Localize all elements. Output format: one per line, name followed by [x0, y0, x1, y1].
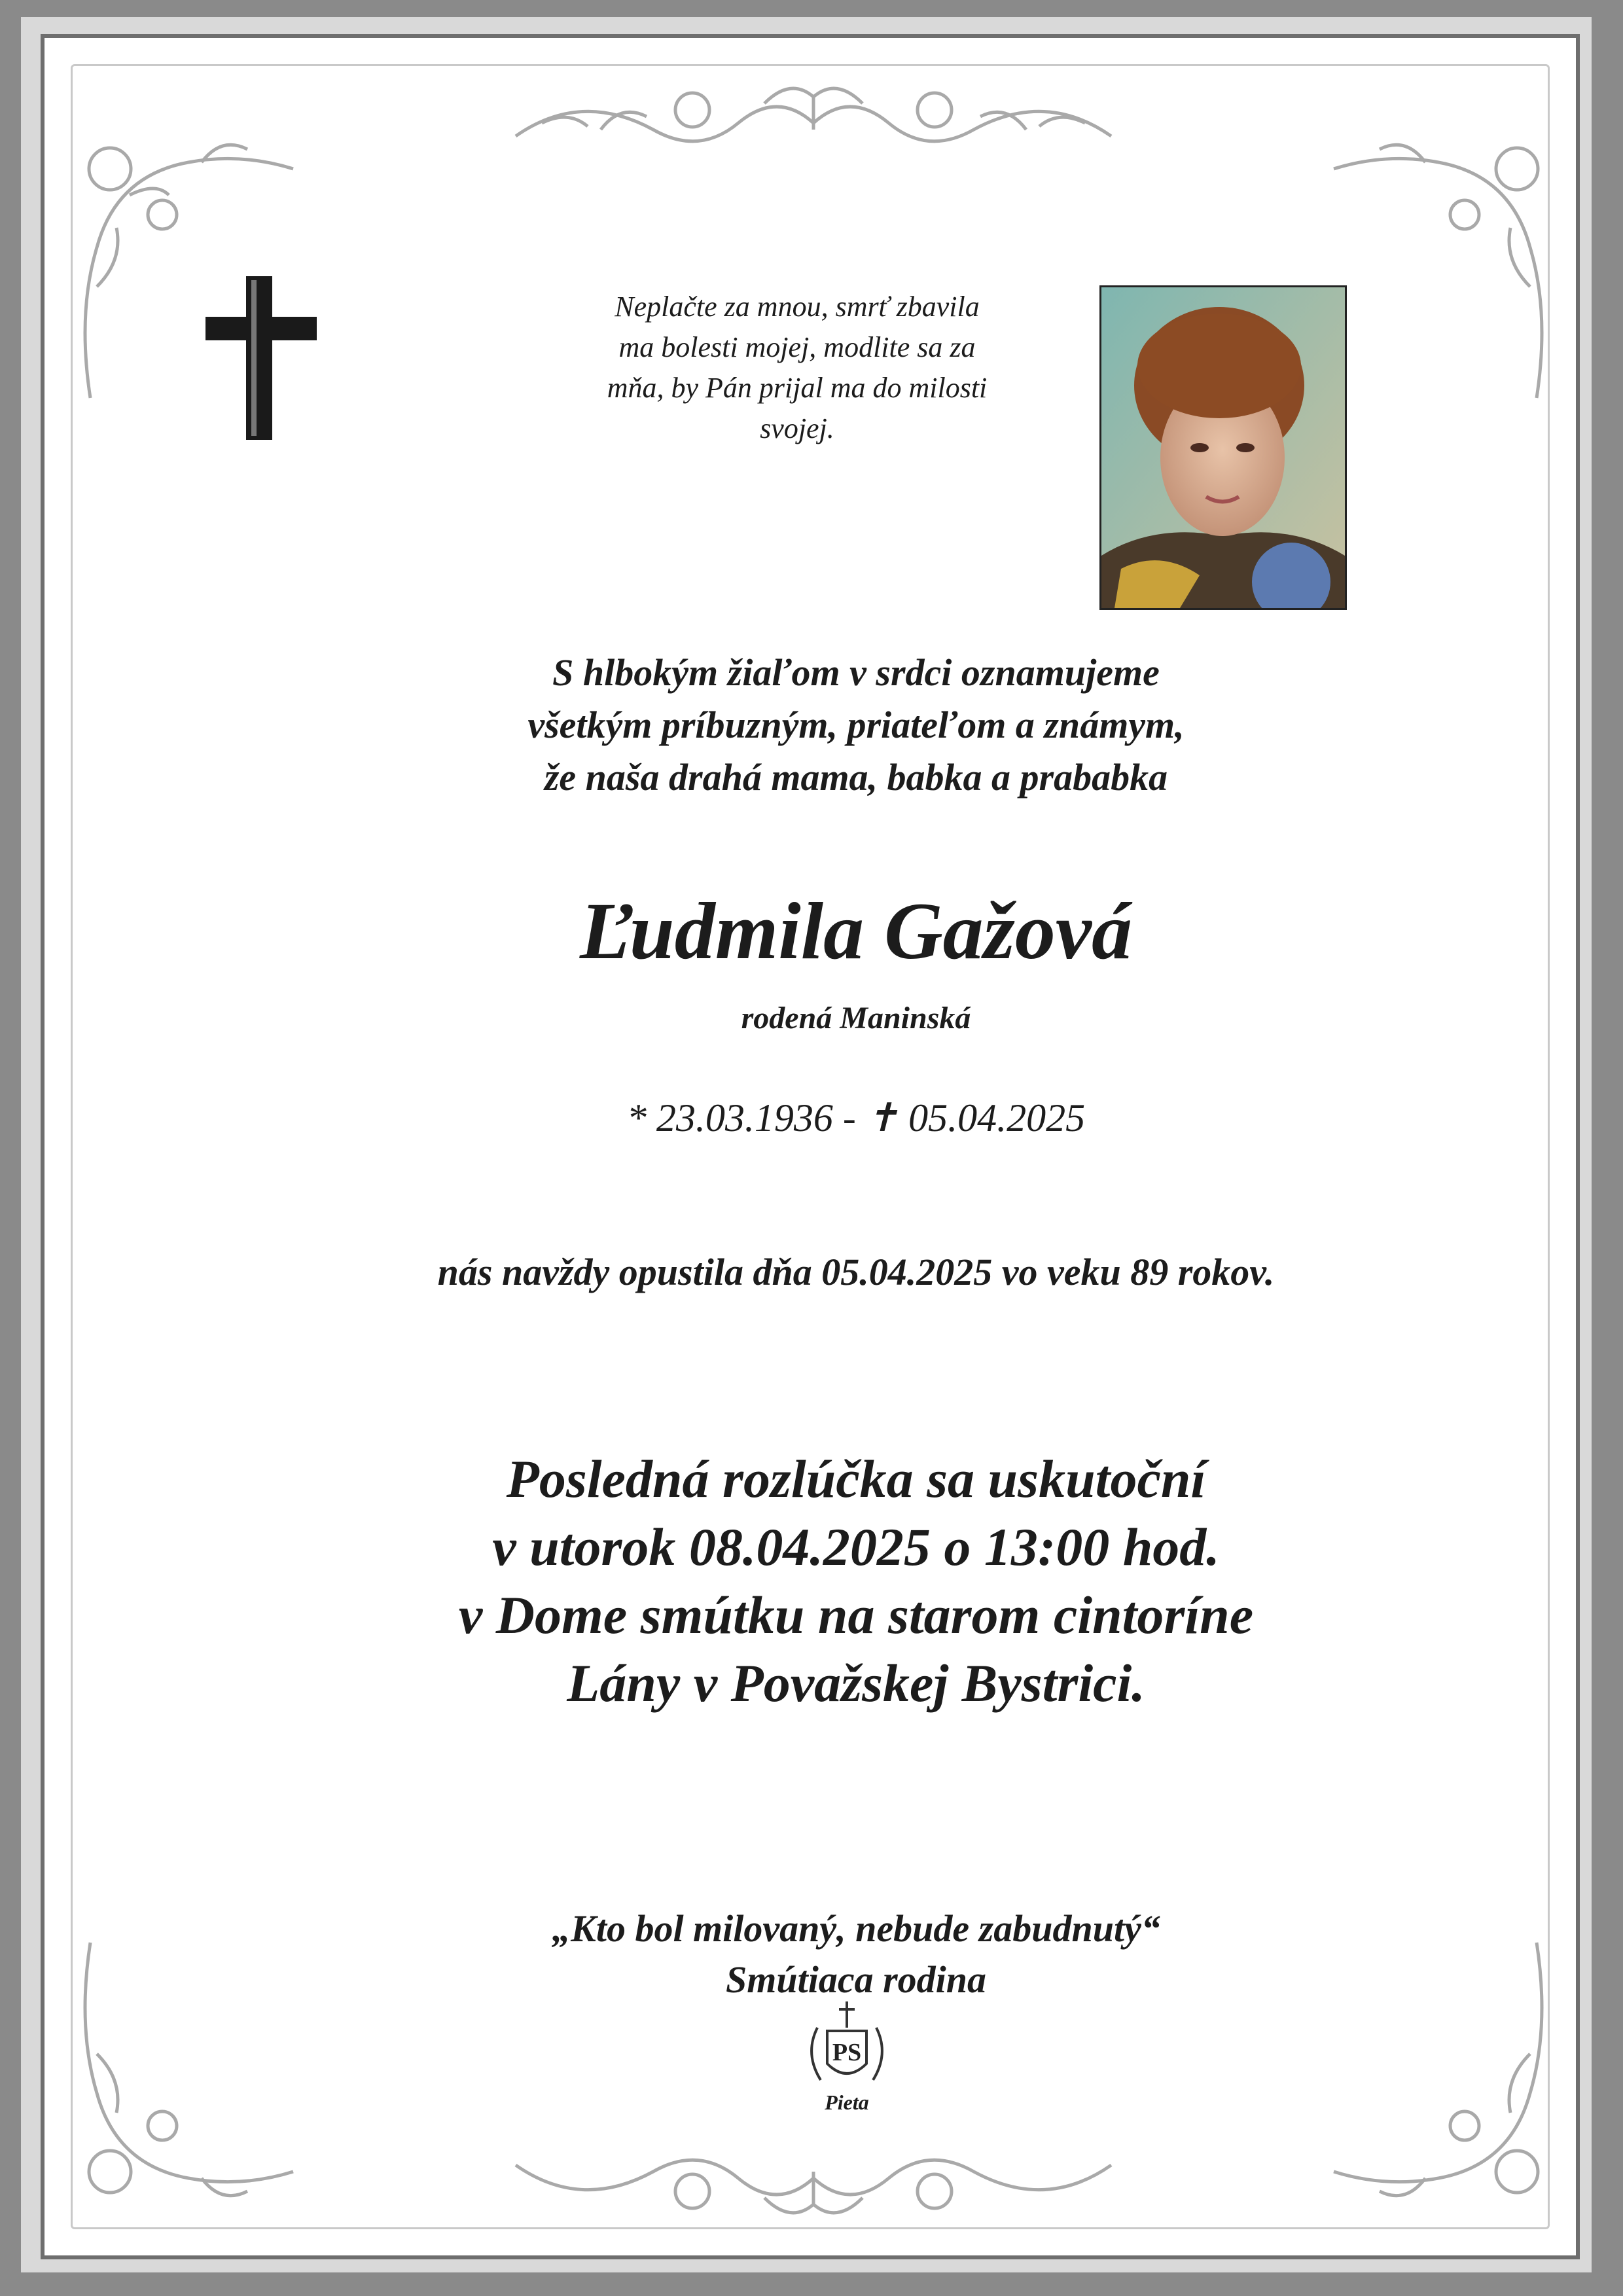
life-dates	[372, 1093, 1340, 1143]
passing-statement: nás navždy opustila dňa 05.04.2025 vo veku 89 rokov.	[437, 1251, 1275, 1293]
verse-line-2: ma bolesti mojej, modlite sa za	[618, 331, 976, 363]
portrait-image	[1101, 287, 1345, 608]
maiden-name: rodená Maninská	[741, 1001, 971, 1035]
verse-line-1: Neplačte za mnou, smrť zbavila	[615, 291, 980, 323]
family-signature: Smútiaca rodina	[725, 1958, 987, 2001]
closing-motto	[372, 1903, 1340, 2005]
intro-line-3: že naša drahá mama, babka a prababka	[544, 756, 1168, 798]
death-cross-icon: ✝	[865, 1096, 899, 1139]
intro-line-1: S hlbokým žiaľom v srdci oznamujeme	[552, 651, 1160, 694]
verse-line-3: mňa, by Pán prijal ma do milosti	[607, 372, 988, 404]
deceased-photo	[1099, 285, 1347, 610]
bottom-floral-ornament-icon	[503, 2145, 1124, 2237]
paper-sheet	[21, 17, 1592, 2272]
bottom-right-floral-ornament-icon	[1321, 1936, 1556, 2224]
farewell-line-4: Lány v Považskej Bystrici.	[567, 1653, 1145, 1713]
intro-line-2: všetkým príbuzným, priateľom a známym,	[527, 704, 1185, 746]
bottom-left-floral-ornament-icon	[71, 1936, 306, 2224]
logo-monogram: PS	[832, 2039, 862, 2066]
logo-name: Pieta	[825, 2090, 869, 2114]
verse-text	[542, 287, 1052, 449]
obituary-card	[41, 34, 1580, 2259]
motto-quote: „Kto bol milovaný, nebude zabudnutý“	[552, 1907, 1160, 1950]
deceased-name: Ľudmila Gažová	[580, 886, 1132, 976]
birth-date: * 23.03.1936 -	[626, 1096, 856, 1139]
farewell-line-2: v utorok 08.04.2025 o 13:00 hod.	[492, 1517, 1220, 1577]
funeral-announcement	[241, 1445, 1471, 1717]
cross-icon	[205, 276, 317, 440]
death-date: 05.04.2025	[908, 1096, 1086, 1139]
farewell-line-3: v Dome smútku na starom cintoríne	[458, 1585, 1254, 1645]
announcement-text	[306, 647, 1406, 804]
verse-line-4: svojej.	[760, 412, 834, 444]
top-right-floral-ornament-icon	[1321, 117, 1556, 404]
top-floral-ornament-icon	[503, 64, 1124, 156]
farewell-line-1: Posledná rozlúčka sa uskutoční	[506, 1449, 1206, 1509]
